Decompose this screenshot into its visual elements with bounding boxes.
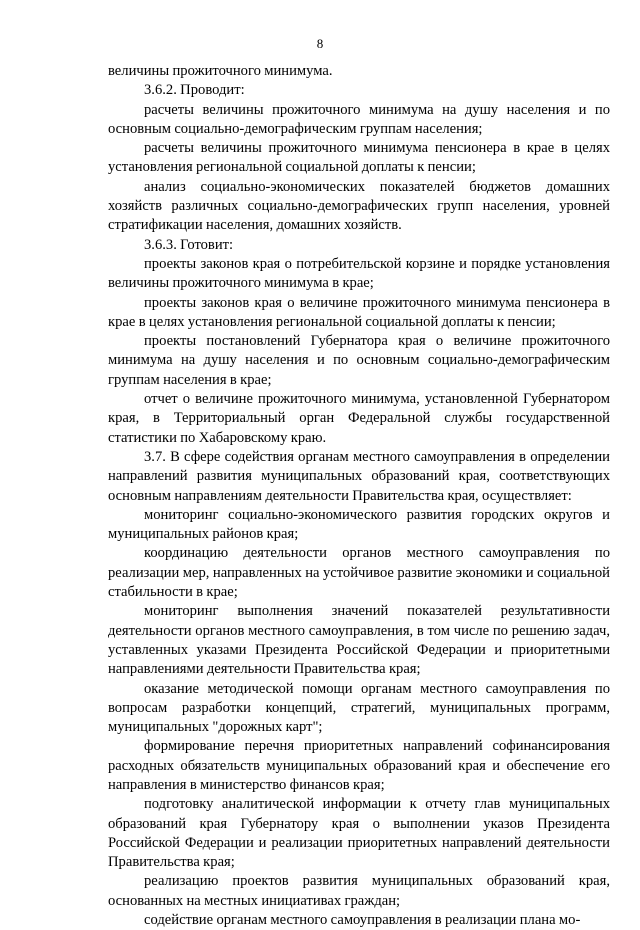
- paragraph: проекты законов края о потребительской корзине и порядке установления величины прожиточного минимума в крае;: [108, 255, 610, 292]
- paragraph: расчеты величины прожиточного минимума пенсионера в крае в целях установления региональной социальной доплаты к пенсии;: [108, 140, 610, 176]
- paragraph: проекты постановлений Губернатора края о величине прожиточного минимума на душу населения и по основным социально-демографическим группам населения в крае;: [108, 333, 610, 388]
- section-heading: 3.6.3. Готовит:: [144, 236, 234, 253]
- section-heading: 3.6.2. Проводит:: [144, 82, 245, 99]
- document-body: [108, 62, 610, 930]
- paragraph: расчеты величины прожиточного минимума на душу населения и по основным социально-демографическим группам населения;: [108, 101, 610, 137]
- paragraph: мониторинг социально-экономического развития городских округов и муниципальных районов края;: [108, 506, 610, 543]
- page-number: 8: [316, 36, 324, 51]
- paragraph: оказание методической помощи органам местного самоуправления по вопросам разработки концепций, стратегий, муниципальных программ, муниципальных "дорожных карт";: [108, 680, 610, 736]
- paragraph: отчет о величине прожиточного минимума, установленной Губернатором края, в Территориальный орган Федеральной службы государственной статистики по Хабаровскому краю.: [108, 391, 610, 446]
- paragraph: проекты законов края о величине прожиточного минимума пенсионера в крае в целях установления региональной социальной доплаты к пенсии;: [108, 294, 610, 330]
- paragraph: мониторинг выполнения значений показателей результативности деятельности органов местного самоуправления, в том числе по решению задач, уставленных указами Президента Российской Федерации и приоритетными направлениями деятельности Правительства края;: [108, 603, 610, 678]
- section-heading: 3.7. В сфере содействия органам местного самоуправления в определении направлений развития муниципальных образований края, соответствующих основным направлениям деятельности Правительства края, осуществляет:: [108, 448, 610, 504]
- paragraph: координацию деятельности органов местного самоуправления по реализации мер, направленных на устойчивое развитие экономики и социальной стабильности в крае;: [108, 545, 610, 601]
- paragraph: подготовку аналитической информации к отчету глав муниципальных образований края Губернатору края о выполнении указов Президента Российской Федерации и реализации приоритетных направлений деятельности Правительства края;: [108, 796, 610, 871]
- paragraph: величины прожиточного минимума.: [108, 63, 333, 79]
- paragraph: содействие органам местного самоуправления в реализации плана мо-: [144, 912, 581, 929]
- paragraph: анализ социально-экономических показателей бюджетов домашних хозяйств различных социально-демографических групп населения, уровней стратификации населения, домашних хозяйств.: [108, 178, 610, 234]
- paragraph: формирование перечня приоритетных направлений софинансирования расходных обязательств муниципальных образований края и обеспечение его направления в министерство финансов края;: [108, 738, 610, 793]
- paragraph: реализацию проектов развития муниципальных образований края, основанных на местных инициативах граждан;: [108, 873, 610, 909]
